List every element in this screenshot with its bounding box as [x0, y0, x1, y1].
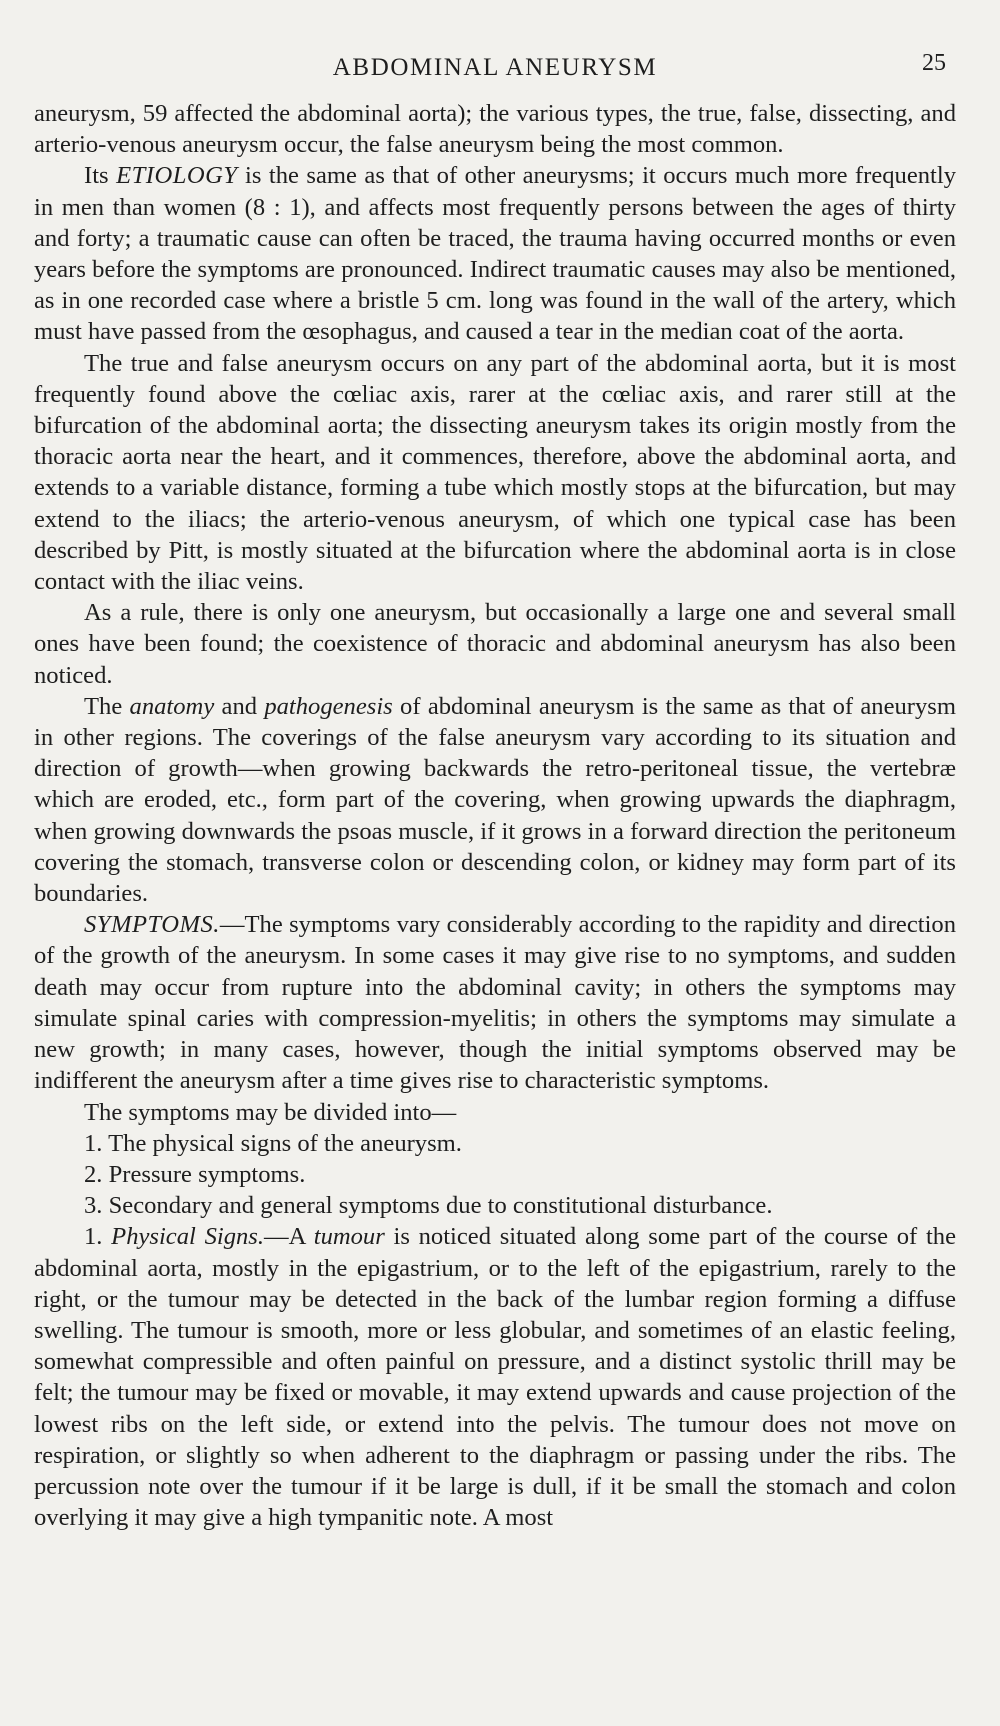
book-page: [34, 44, 956, 1533]
paragraph-text: As a rule, there is only one aneurysm, but occasionally a large one and several small ones have been found; the coexistence of thoracic and abdominal aneurysm has also been noticed.: [34, 599, 956, 689]
paragraph-continuation: [34, 98, 956, 160]
page-number: 25: [922, 50, 946, 76]
paragraph-lead: The: [84, 692, 130, 720]
paragraph-number: [34, 597, 956, 691]
paragraph-anatomy: [34, 691, 956, 909]
paragraph-physical-signs: [34, 1221, 956, 1533]
list-item: 3. Secondary and general symptoms due to constitutional disturbance.: [84, 1192, 773, 1220]
paragraph-text: is the same as that of other aneurysms; it occurs much more frequently in men than women (8 : 1), and affects most frequently persons between the ages of thirty and forty; a traumatic cause can often be traced, the trauma having occurred months or even years before the symptoms are pronounced. Indirect traumatic causes may also be mentioned, as in one recorded case where a bristle 5 cm. long was found in the wall of the artery, which must have passed from the œsophagus, and caused a tear in the median coat of the aorta.: [34, 162, 957, 346]
section-term-symptoms: SYMPTOMS.: [84, 911, 220, 939]
paragraph-text: aneurysm, 59 affected the abdominal aorta); the various types, the true, false, dissecting, and arterio-venous aneurysm occur, the false aneurysm being the most common.: [34, 100, 956, 159]
term-anatomy: anatomy: [129, 692, 215, 720]
paragraph-text: is noticed situated along some part of the course of the abdominal aorta, mostly in the epigastrium, or to the left of the epigastrium, rarely to the right, or the tumour may be detected in the back of the lumbar region forming a diffuse swelling. The tumour is smooth, more or less globular, and sometimes of an elastic feeling, somewhat compressible and often painful on pressure, and a distinct systolic thrill may be felt; the tumour may be fixed or movable, it may extend upwards and cause projection of the lowest ribs on the left side, or extend into the pelvis. The tumour does not move on respiration, or slightly so when adherent to the diaphragm or passing under the ribs. The percussion note over the tumour if it be large is dull, if it be small the stomach and colon overlying it may give a high tympanitic note. A most: [34, 1223, 956, 1532]
running-head: [34, 44, 956, 90]
paragraph-text: The symptoms may be divided into—: [84, 1098, 457, 1126]
paragraph-symptoms: [34, 909, 956, 1096]
paragraph-etiology: [34, 160, 956, 347]
paragraph-lead: 1.: [84, 1223, 112, 1251]
paragraph-location: [34, 348, 956, 598]
paragraph-connector: and: [214, 692, 265, 720]
paragraph-connector: —A: [264, 1223, 314, 1251]
term-physical-signs: Physical Signs.: [111, 1223, 265, 1251]
body-text: [34, 98, 956, 1533]
term-pathogenesis: pathogenesis: [264, 692, 393, 720]
term-tumour: tumour: [313, 1223, 385, 1251]
paragraph-lead: Its: [84, 162, 117, 190]
paragraph-text: of abdominal aneurysm is the same as that of aneurysm in other regions. The coverings of the false aneurysm vary according to its situation and direction of growth—when growing backwards the retro-peritoneal tissue, the vertebræ which are eroded, etc., form part of the covering, when growing upwards the diaphragm, when growing downwards the psoas muscle, if it grows in a forward direction the peritoneum covering the stomach, transverse colon or descending colon, or kidney may form part of its boundaries.: [34, 692, 956, 908]
list-item: 2. Pressure symptoms.: [84, 1160, 306, 1188]
list-item: 1. The physical signs of the aneurysm.: [84, 1129, 462, 1157]
paragraph-division: [34, 1097, 956, 1128]
paragraph-text: —The symptoms vary considerably according to the rapidity and direction of the growth of the aneurysm. In some cases it may give rise to no symptoms, and sudden death may occur from rupture into the abdominal cavity; in others the symptoms may simulate spinal caries with compression-myelitis; in others the symptoms may simulate a new growth; in many cases, however, though the initial symptoms observed may be indifferent the aneurysm after a time gives rise to characteristic symptoms.: [34, 911, 956, 1095]
section-term-etiology: ETIOLOGY: [116, 162, 238, 190]
page-title: ABDOMINAL ANEURYSM: [332, 54, 658, 81]
paragraph-text: The true and false aneurysm occurs on any part of the abdominal aorta, but it is most frequently found above the cœliac axis, rarer at the cœliac axis, and rarer still at the bifurcation of the abdominal aorta; the dissecting aneurysm takes its origin mostly from the thoracic aorta near the heart, and it commences, therefore, above the abdominal aorta, and extends to a variable distance, forming a tube which mostly stops at the bifurcation, but may extend to the iliacs; the arterio-venous aneurysm, of which one typical case has been described by Pitt, is mostly situated at the bifurcation where the abdominal aorta is in close contact with the iliac veins.: [34, 349, 956, 596]
